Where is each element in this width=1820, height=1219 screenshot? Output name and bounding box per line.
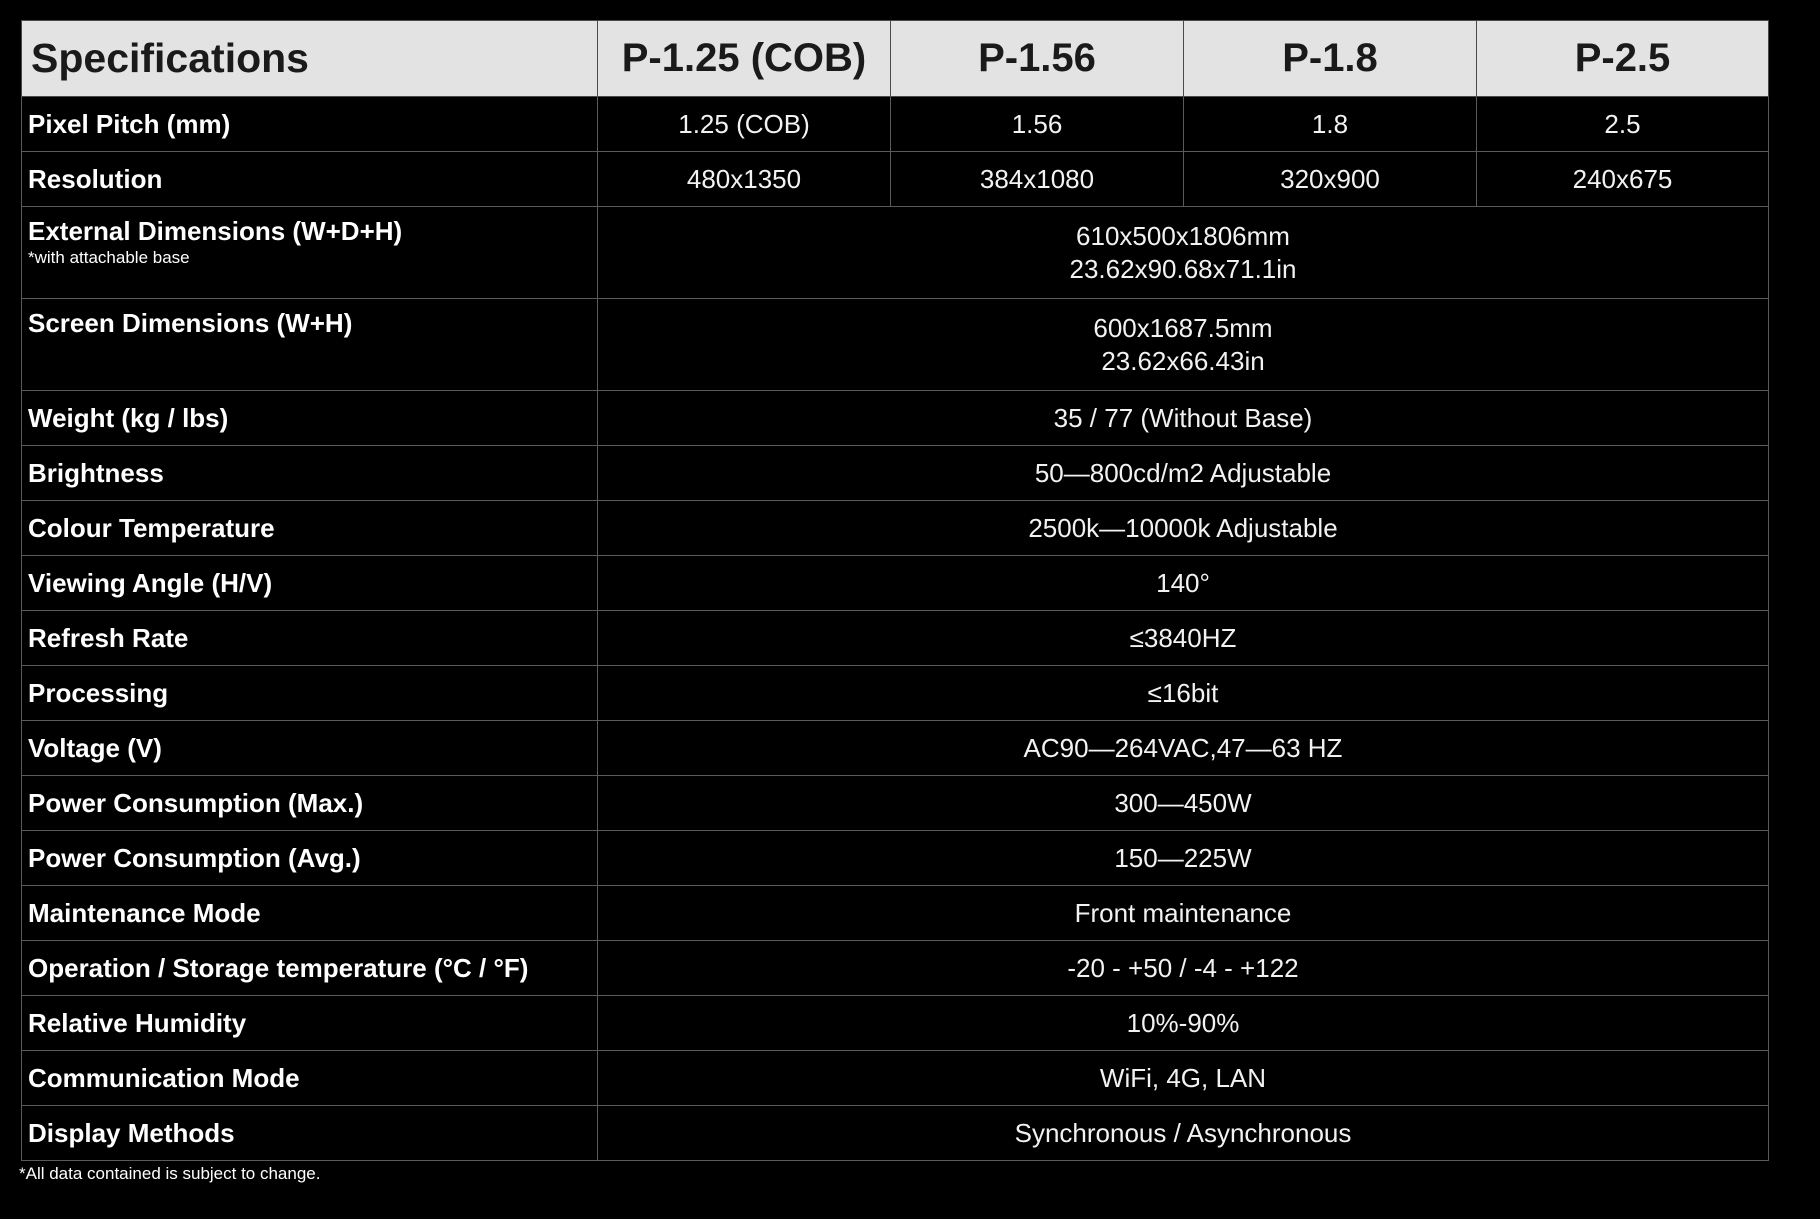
table-row xyxy=(22,1106,1769,1161)
specifications-table xyxy=(21,20,1769,1161)
table-row xyxy=(22,831,1769,886)
row-label: Power Consumption (Max.) xyxy=(22,776,598,831)
row-label: Weight (kg / lbs) xyxy=(22,391,598,446)
table-row xyxy=(22,391,1769,446)
row-label: Communication Mode xyxy=(22,1051,598,1106)
row-label: Maintenance Mode xyxy=(22,886,598,941)
table-row-pixel-pitch xyxy=(22,97,1769,152)
row-note: *with attachable base xyxy=(28,248,190,267)
merged-cell-value: 140° xyxy=(598,556,1769,611)
column-heading-p25: P-2.5 xyxy=(1477,21,1769,97)
table-row xyxy=(22,556,1769,611)
cell-value: 1.56 xyxy=(891,97,1184,152)
specifications-heading: Specifications xyxy=(22,21,598,97)
row-label: Power Consumption (Avg.) xyxy=(22,831,598,886)
cell-value: 240x675 xyxy=(1477,152,1769,207)
row-label: Operation / Storage temperature (°C / °F) xyxy=(22,941,598,996)
merged-cell-value: 300—450W xyxy=(598,776,1769,831)
cell-value: 1.8 xyxy=(1184,97,1477,152)
row-label: Processing xyxy=(22,666,598,721)
merged-cell-value: Front maintenance xyxy=(598,886,1769,941)
merged-cell-value: AC90—264VAC,47—63 HZ xyxy=(598,721,1769,776)
table-row xyxy=(22,941,1769,996)
table-row xyxy=(22,721,1769,776)
merged-cell-value: WiFi, 4G, LAN xyxy=(598,1051,1769,1106)
column-heading-p18: P-1.8 xyxy=(1184,21,1477,97)
column-heading-p156: P-1.56 xyxy=(891,21,1184,97)
table-row xyxy=(22,446,1769,501)
merged-cell-value: -20 - +50 / -4 - +122 xyxy=(598,941,1769,996)
merged-cell-value: ≤16bit xyxy=(598,666,1769,721)
table-row xyxy=(22,1051,1769,1106)
value-mm: 610x500x1806mm xyxy=(1076,220,1290,251)
cell-value: 320x900 xyxy=(1184,152,1477,207)
row-label: Viewing Angle (H/V) xyxy=(22,556,598,611)
table-row-resolution xyxy=(22,152,1769,207)
row-label: Voltage (V) xyxy=(22,721,598,776)
value-in: 23.62x90.68x71.1in xyxy=(1069,253,1297,284)
row-label-cell xyxy=(22,207,598,299)
merged-cell-value: 2500k—10000k Adjustable xyxy=(598,501,1769,556)
table-row-external-dimensions xyxy=(22,207,1769,299)
row-label: Display Methods xyxy=(22,1106,598,1161)
column-heading-p125: P-1.25 (COB) xyxy=(598,21,891,97)
cell-value: 384x1080 xyxy=(891,152,1184,207)
row-label: Pixel Pitch (mm) xyxy=(22,97,598,152)
table-header xyxy=(22,21,1769,97)
table-row xyxy=(22,666,1769,721)
table-row xyxy=(22,886,1769,941)
table-row xyxy=(22,501,1769,556)
merged-cell-value: 150—225W xyxy=(598,831,1769,886)
cell-value: 1.25 (COB) xyxy=(598,97,891,152)
table-row xyxy=(22,996,1769,1051)
merged-cell-value: ≤3840HZ xyxy=(598,611,1769,666)
row-label: Colour Temperature xyxy=(22,501,598,556)
merged-cell-value: 50—800cd/m2 Adjustable xyxy=(598,446,1769,501)
table-row xyxy=(22,776,1769,831)
value-in: 23.62x66.43in xyxy=(1101,345,1265,376)
cell-value: 2.5 xyxy=(1477,97,1769,152)
cell-value: 480x1350 xyxy=(598,152,891,207)
row-label: External Dimensions (W+D+H) xyxy=(28,216,403,246)
row-label: Resolution xyxy=(22,152,598,207)
merged-cell-value: 10%-90% xyxy=(598,996,1769,1051)
merged-cell-value xyxy=(598,299,1769,391)
table-row-screen-dimensions xyxy=(22,299,1769,391)
merged-cell-value xyxy=(598,207,1769,299)
header-row xyxy=(22,21,1769,97)
row-label: Brightness xyxy=(22,446,598,501)
row-label: Relative Humidity xyxy=(22,996,598,1051)
footnote: *All data contained is subject to change. xyxy=(19,1164,321,1183)
value-mm: 600x1687.5mm xyxy=(1093,312,1273,343)
merged-cell-value: 35 / 77 (Without Base) xyxy=(598,391,1769,446)
row-label: Refresh Rate xyxy=(22,611,598,666)
merged-cell-value: Synchronous / Asynchronous xyxy=(598,1106,1769,1161)
table-row xyxy=(22,611,1769,666)
row-label: Screen Dimensions (W+H) xyxy=(22,299,598,391)
table-body xyxy=(22,97,1769,1161)
